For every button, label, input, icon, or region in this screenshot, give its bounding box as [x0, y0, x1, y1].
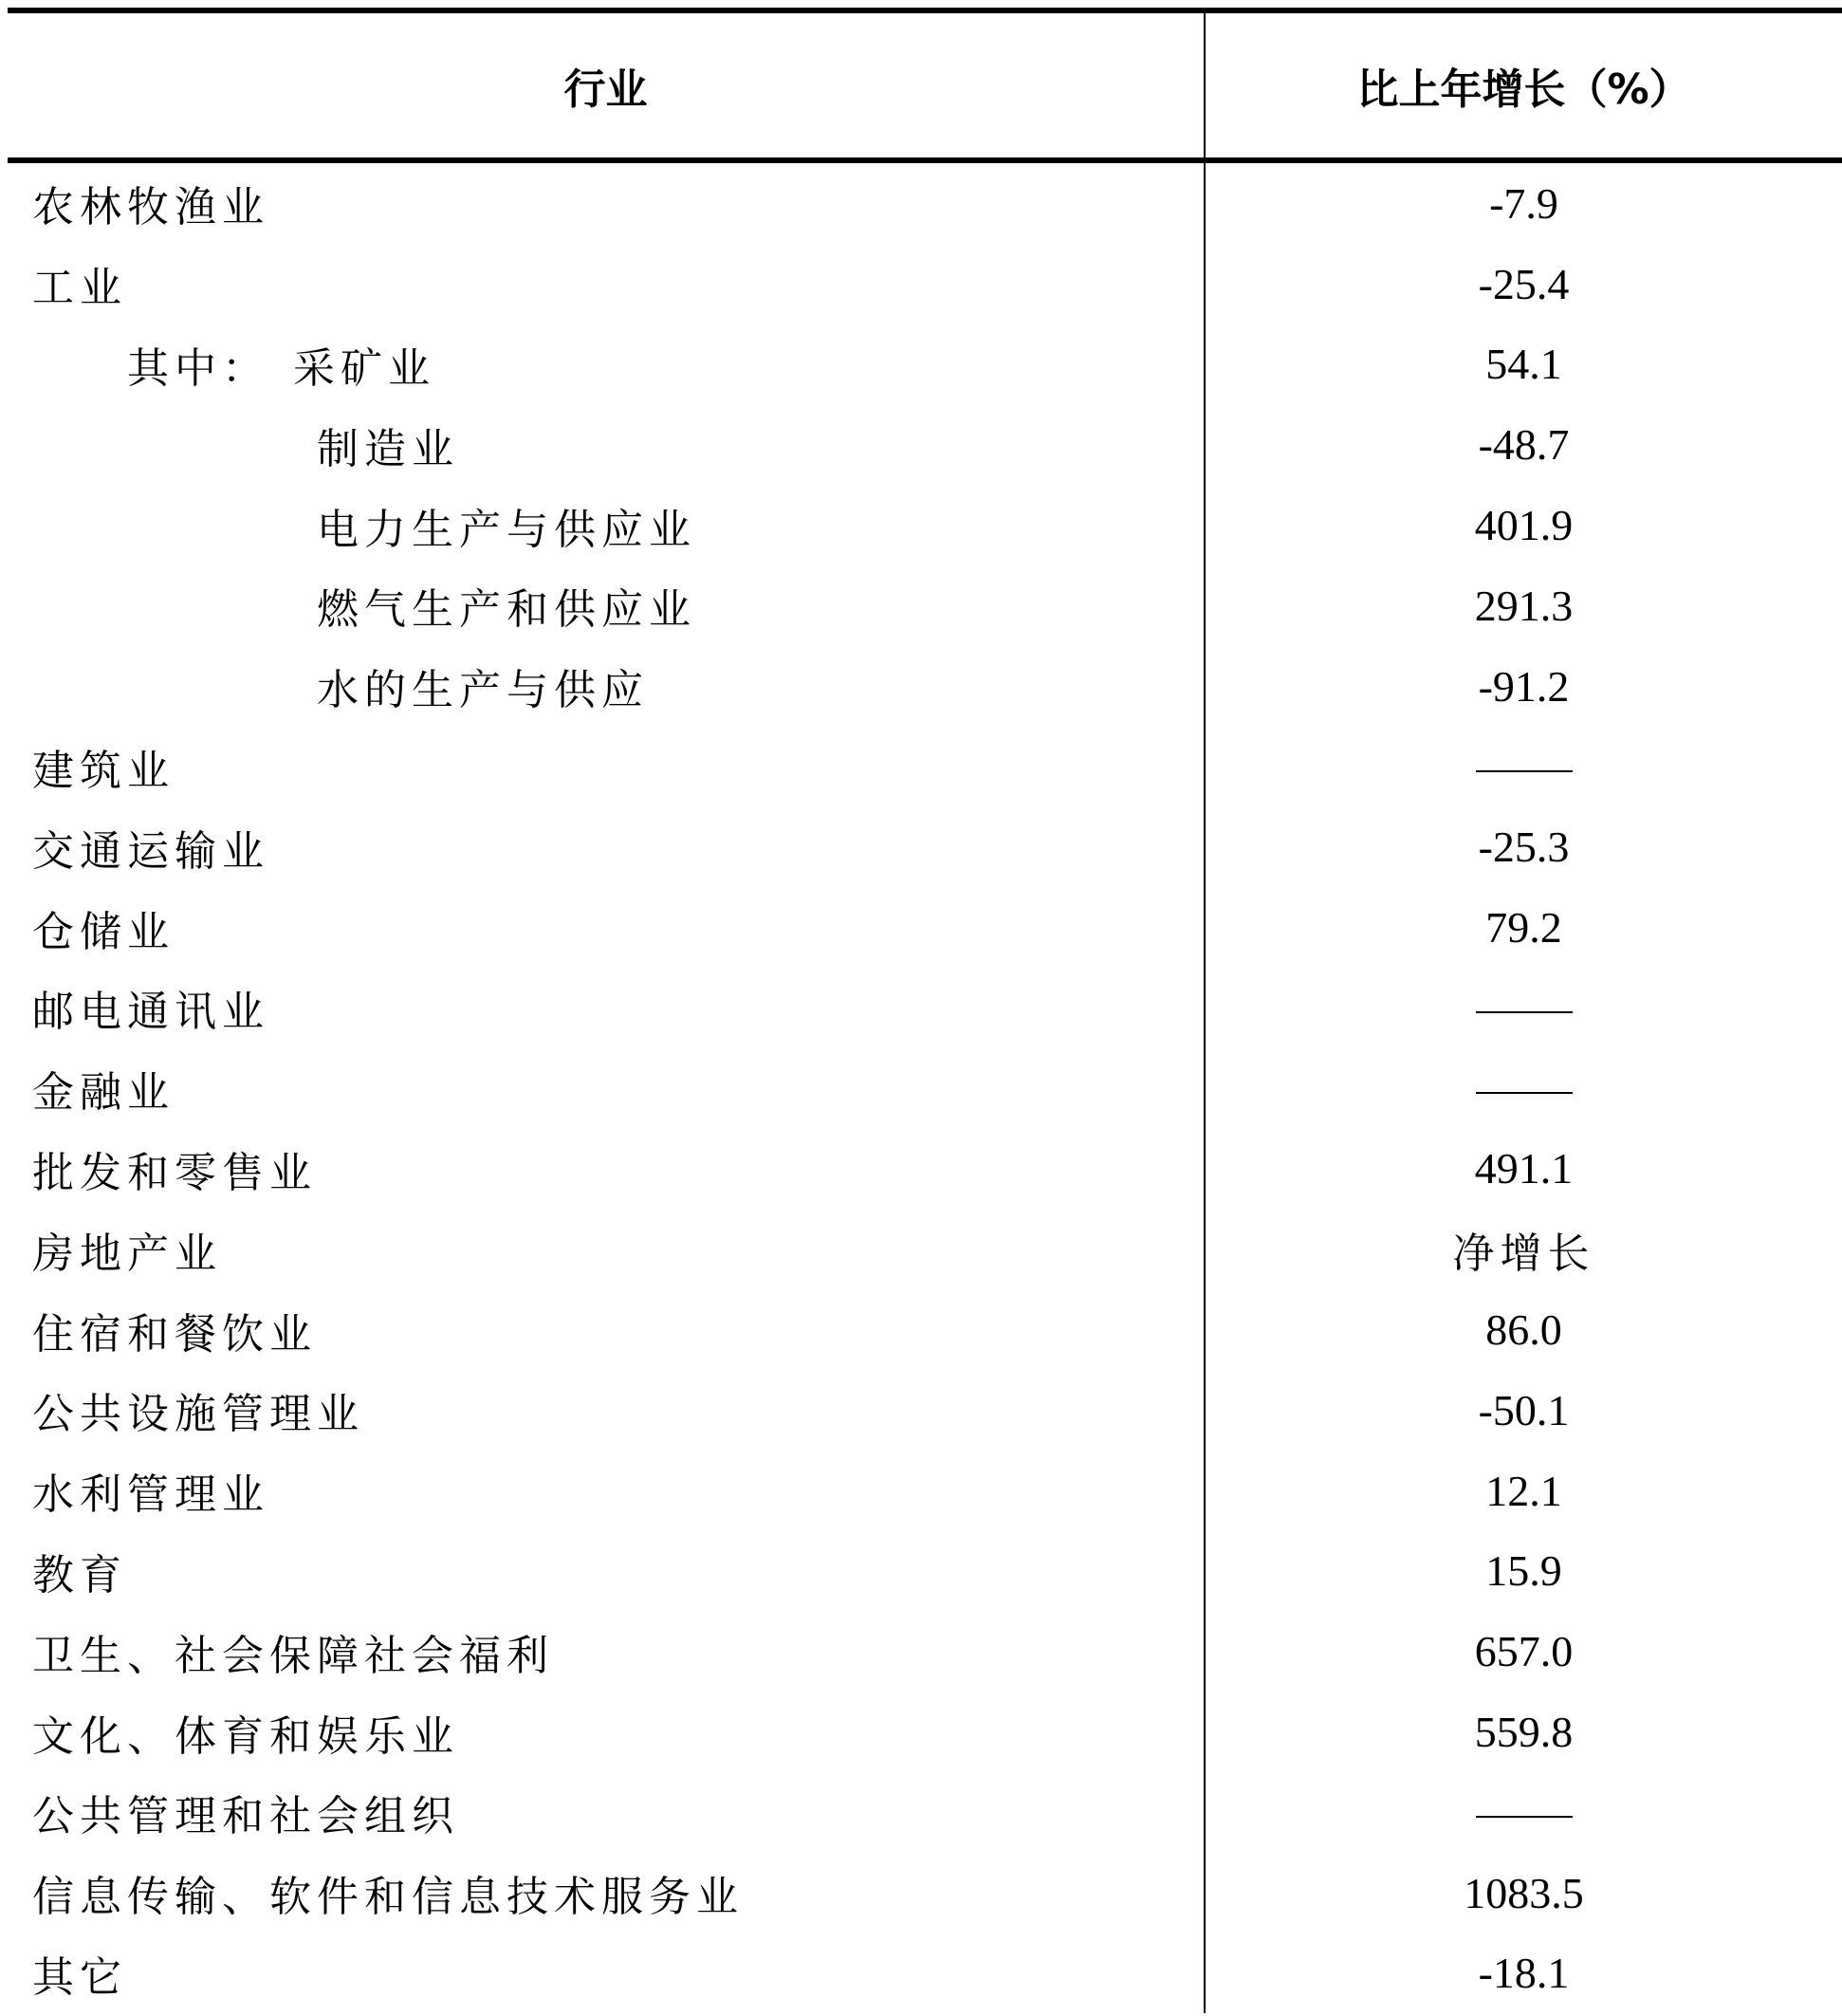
growth-value [1205, 1048, 1842, 1129]
table-header-row [8, 10, 1842, 160]
growth-table-container [8, 8, 1842, 2016]
industry-cell: 房地产业 [8, 1209, 1205, 1289]
table-row [8, 1933, 1842, 2014]
table-row [8, 565, 1842, 646]
industry-cell [8, 324, 1205, 405]
table-row [8, 727, 1842, 807]
industry-cell: 水的生产与供应 [8, 646, 1205, 727]
industry-cell: 仓储业 [8, 887, 1205, 968]
table-row [8, 1611, 1842, 1692]
table-row [8, 1048, 1842, 1129]
table-row [8, 646, 1842, 727]
table-row [8, 485, 1842, 565]
growth-value: 291.3 [1474, 581, 1574, 630]
industry-cell: 农林牧渔业 [8, 160, 1205, 244]
industry-cell: 住宿和餐饮业 [8, 1289, 1205, 1370]
growth-value: -25.3 [1478, 823, 1570, 872]
growth-value: 86.0 [1485, 1305, 1562, 1355]
table-row [8, 1853, 1842, 1933]
industry-cell: 公共管理和社会组织 [8, 1772, 1205, 1853]
industry-cell: 交通运输业 [8, 806, 1205, 887]
growth-value: 12.1 [1485, 1466, 1562, 1515]
growth-value: 1083.5 [1464, 1868, 1584, 1917]
industry-cell: 文化、体育和娱乐业 [8, 1692, 1205, 1772]
header-industry: 行业 [8, 10, 1205, 160]
industry-cell: 燃气生产和供应业 [8, 565, 1205, 646]
subcategory-prefix: 其中： [127, 343, 269, 393]
no-data-dash [1476, 1816, 1573, 1818]
growth-value [1205, 727, 1842, 807]
industry-growth-table [8, 8, 1842, 2013]
table-row [8, 1451, 1842, 1531]
industry-cell: 电力生产与供应业 [8, 485, 1205, 565]
growth-value [1205, 1209, 1842, 1289]
growth-value: -50.1 [1478, 1385, 1570, 1434]
growth-value: 559.8 [1474, 1708, 1574, 1757]
industry-cell: 批发和零售业 [8, 1129, 1205, 1210]
growth-value [1205, 968, 1842, 1048]
table-row [8, 968, 1842, 1048]
no-data-dash [1476, 1011, 1573, 1013]
industry-cell: 卫生、社会保障社会福利 [8, 1611, 1205, 1692]
growth-value: 491.1 [1474, 1144, 1574, 1193]
table-row [8, 1129, 1842, 1210]
industry-cell: 其它 [8, 1933, 1205, 2014]
growth-value: 657.0 [1474, 1627, 1574, 1676]
industry-cell: 水利管理业 [8, 1451, 1205, 1531]
table-row [8, 1370, 1842, 1451]
header-growth: 比上年增长（%） [1205, 10, 1842, 160]
growth-value: -25.4 [1478, 259, 1570, 308]
table-row [8, 1772, 1842, 1853]
no-data-dash [1476, 1092, 1573, 1094]
table-row [8, 806, 1842, 887]
growth-value: 79.2 [1485, 903, 1562, 953]
industry-cell: 工业 [8, 244, 1205, 324]
growth-value: 401.9 [1474, 501, 1574, 550]
no-data-dash [1476, 770, 1573, 772]
growth-value: -91.2 [1478, 661, 1570, 711]
table-row [8, 404, 1842, 485]
table-row [8, 887, 1842, 968]
industry-cell: 邮电通讯业 [8, 968, 1205, 1048]
growth-value: 15.9 [1485, 1546, 1562, 1596]
industry-cell: 教育 [8, 1531, 1205, 1612]
industry-cell: 制造业 [8, 404, 1205, 485]
industry-cell: 公共设施管理业 [8, 1370, 1205, 1451]
growth-value [1205, 1772, 1842, 1853]
growth-value: -48.7 [1478, 420, 1570, 470]
table-row [8, 1531, 1842, 1612]
growth-value: -7.9 [1489, 178, 1558, 228]
table-row [8, 324, 1842, 405]
table-row [8, 1692, 1842, 1772]
growth-value: 54.1 [1485, 340, 1562, 389]
growth-value: -18.1 [1478, 1949, 1570, 1998]
industry-cell: 信息传输、软件和信息技术服务业 [8, 1853, 1205, 1933]
table-row [8, 244, 1842, 324]
industry-label: 采矿业 [293, 343, 435, 393]
industry-cell: 金融业 [8, 1048, 1205, 1129]
table-row [8, 1209, 1842, 1289]
industry-cell: 建筑业 [8, 727, 1205, 807]
table-row [8, 1289, 1842, 1370]
table-row [8, 160, 1842, 244]
growth-text-value: 净增长 [1452, 1229, 1595, 1278]
